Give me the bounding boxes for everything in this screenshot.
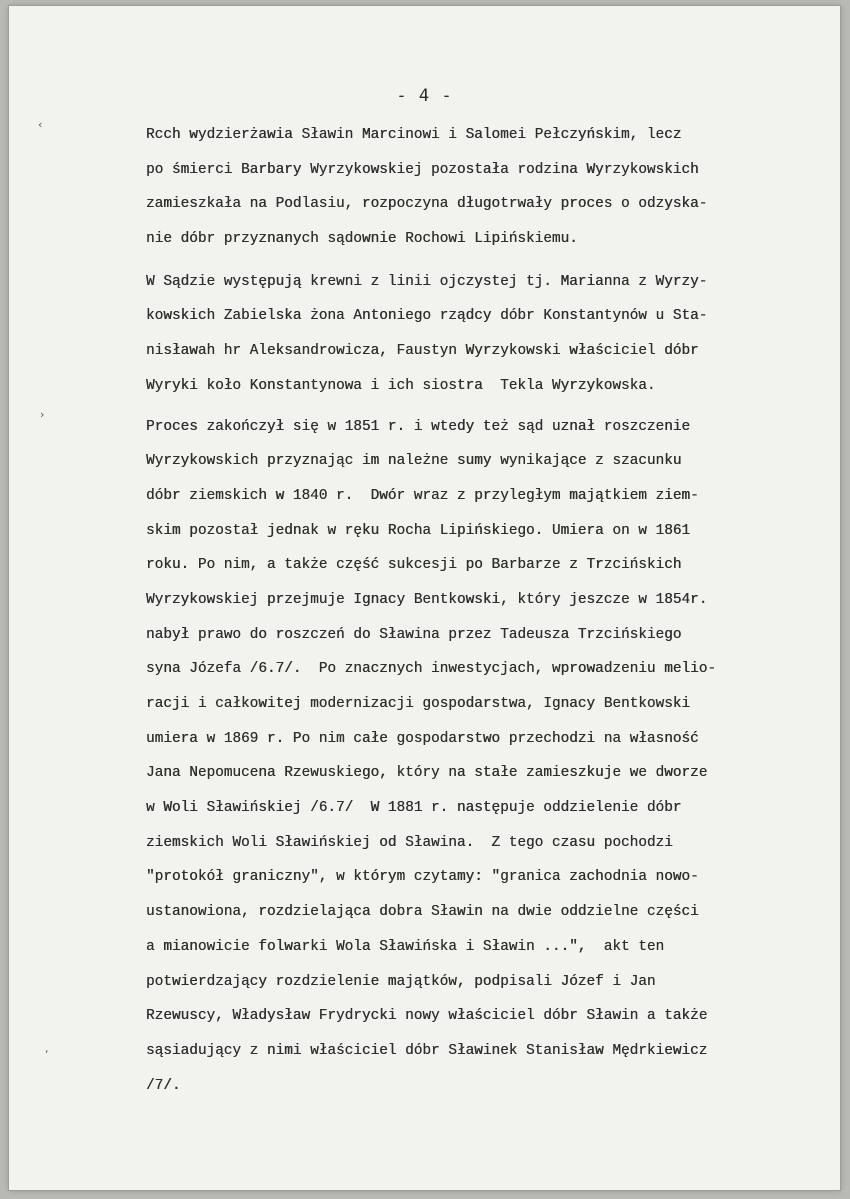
text-line: kowskich Zabielska żona Antoniego rządcy dóbr Konstantynów u Sta- xyxy=(146,308,708,325)
text-line: ustanowiona, rozdzielająca dobra Sławin na dwie oddzielne części xyxy=(146,904,699,921)
paragraph-3 xyxy=(146,410,836,1104)
text-line: W Sądzie występują krewni z linii ojczystej tj. Marianna z Wyrzy- xyxy=(146,273,708,290)
margin-tick-mark: › xyxy=(40,408,45,421)
text-line: w Woli Sławińskiej /6.7/ W 1881 r. następuje oddzielenie dóbr xyxy=(146,800,682,817)
text-line: racji i całkowitej modernizacji gospodarstwa, Ignacy Bentkowski xyxy=(146,696,691,712)
text-line: a mianowicie folwarki Wola Sławińska i Sławin ...", akt ten xyxy=(146,938,665,955)
text-line: "protokół graniczny", w którym czytamy: "granica zachodnia nowo- xyxy=(146,869,699,886)
text-line: roku. Po nim, a także część sukcesji po Barbarze z Trzcińskich xyxy=(146,557,682,574)
paragraph-gap xyxy=(146,257,836,265)
text-line: nabył prawo do roszczeń do Sławina przez Tadeusza Trzcińskiego xyxy=(146,626,682,643)
text-line: Wyrzykowskiej przejmuje Ignacy Bentkowski, który jeszcze w 1854r. xyxy=(146,591,708,608)
text-line: ziemskich Woli Sławińskiej od Sławina. Z tego czasu pochodzi xyxy=(146,834,673,851)
document-page xyxy=(9,6,840,1190)
text-line: nie dóbr przyznanych sądownie Rochowi Lipińskiemu. xyxy=(146,231,578,248)
document-body xyxy=(146,118,836,1103)
margin-tick-mark: , xyxy=(45,1042,49,1055)
text-line: Wyryki koło Konstantynowa i ich siostra Tekla Wyrzykowska. xyxy=(146,377,656,394)
text-line: dóbr ziemskich w 1840 r. Dwór wraz z przyległym majątkiem ziem- xyxy=(146,487,699,504)
text-line: zamieszkała na Podlasiu, rozpoczyna długotrwały proces o odzyska- xyxy=(146,196,708,213)
text-line: syna Józefa /6.7/. Po znacznych inwestycjach, wprowadzeniu melio- xyxy=(146,661,716,678)
margin-tick-mark: ‹ xyxy=(38,118,43,131)
paragraph-2 xyxy=(146,265,836,404)
text-line: Jana Nepomucena Rzewuskiego, który na stałe zamieszkuje we dworze xyxy=(146,765,708,782)
text-line: po śmierci Barbary Wyrzykowskiej pozostała rodzina Wyrzykowskich xyxy=(146,161,699,178)
text-line: /7/. xyxy=(146,1077,181,1094)
text-line: Rcch wydzierżawia Sławin Marcinowi i Salomei Pełczyńskim, lecz xyxy=(146,127,682,143)
page-number: - 4 - xyxy=(396,86,453,106)
text-line: umiera w 1869 r. Po nim całe gospodarstwo przechodzi na własność xyxy=(146,730,699,747)
text-line: sąsiadujący z nimi właściciel dóbr Sławinek Stanisław Mędrkiewicz xyxy=(146,1042,708,1059)
text-line: Wyrzykowskich przyznając im należne sumy wynikające z szacunku xyxy=(146,453,682,470)
text-line: Proces zakończył się w 1851 r. i wtedy też sąd uznał roszczenie xyxy=(146,418,691,435)
text-line: potwierdzający rozdzielenie majątków, podpisali Józef i Jan xyxy=(146,973,656,990)
paragraph-1 xyxy=(146,118,836,257)
text-line: nisławah hr Aleksandrowicza, Faustyn Wyrzykowski właściciel dóbr xyxy=(146,343,699,360)
text-line: Rzewuscy, Władysław Frydrycki nowy właściciel dóbr Sławin a także xyxy=(146,1008,708,1025)
text-line: skim pozostał jednak w ręku Rocha Lipińskiego. Umiera on w 1861 xyxy=(146,522,691,539)
